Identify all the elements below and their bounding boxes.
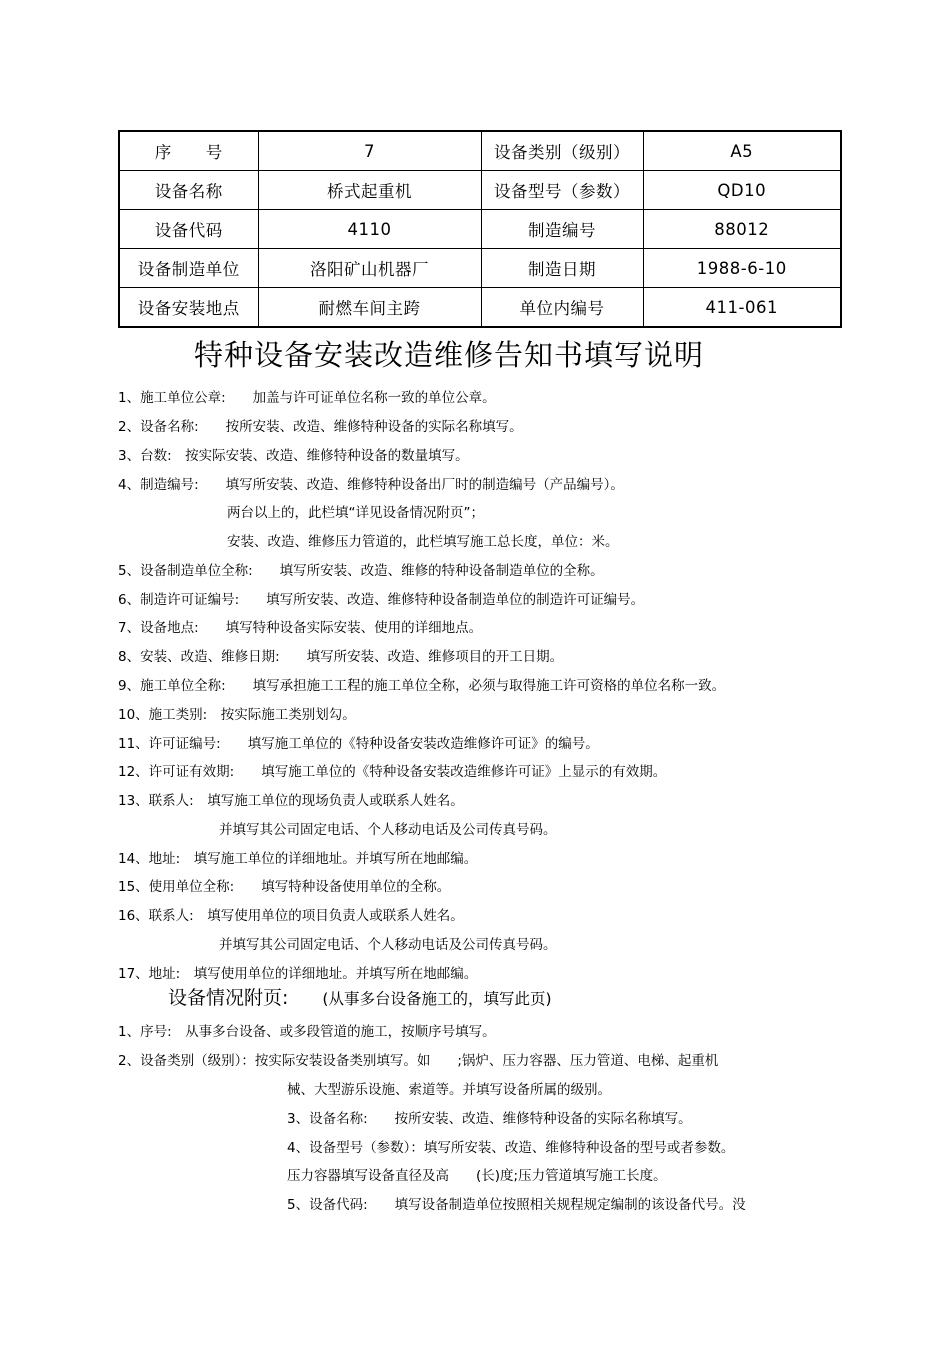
instruction-line: 6、制造许可证编号: 填写所安装、改造、维修特种设备制造单位的制造许可证编号。 (118, 592, 645, 608)
value-manufacturer: 洛阳矿山机器厂 (258, 249, 481, 288)
instruction-continuation: 并填写其公司固定电话、个人移动电话及公司传真号码。 (219, 822, 557, 838)
instruction-line: 4、制造编号: 填写所安装、改造、维修特种设备出厂时的制造编号（产品编号）。 (118, 477, 624, 493)
table-row (119, 131, 841, 171)
label-manufacture-number: 制造编号 (481, 210, 643, 249)
value-equipment-model: QD10 (643, 171, 841, 210)
instruction-continuation: 两台以上的，此栏填“详见设备情况附页”； (227, 505, 484, 521)
table-row (119, 249, 841, 288)
value-equipment-name: 桥式起重机 (258, 171, 481, 210)
value-internal-number: 411-061 (643, 288, 841, 328)
page-title: 特种设备安装改造维修告知书填写说明 (193, 338, 704, 372)
table-row (119, 210, 841, 249)
value-equipment-category: A5 (643, 131, 841, 171)
instruction-line: 11、许可证编号: 填写施工单位的《特种设备安装改造维修许可证》的编号。 (118, 736, 599, 752)
table-row (119, 288, 841, 328)
value-manufacture-date: 1988-6-10 (643, 249, 841, 288)
label-manufacturer: 设备制造单位 (119, 249, 258, 288)
instruction-line: 16、联系人: 填写使用单位的项目负责人或联系人姓名。 (118, 908, 464, 924)
instruction-line: 13、联系人: 填写施工单位的现场负责人或联系人姓名。 (118, 793, 464, 809)
instruction-line: 7、设备地点: 填写特种设备实际安装、使用的详细地点。 (118, 620, 483, 636)
instruction-line: 2、设备名称: 按所安装、改造、维修特种设备的实际名称填写。 (118, 419, 523, 435)
appendix-line: 械、大型游乐设施、索道等。并填写设备所属的级别。 (287, 1082, 611, 1098)
value-equipment-code: 4110 (258, 210, 481, 249)
instruction-line: 9、施工单位全称: 填写承担施工工程的施工单位全称，必须与取得施工许可资格的单位名称一致。 (118, 678, 726, 694)
instruction-continuation: 并填写其公司固定电话、个人移动电话及公司传真号码。 (219, 937, 557, 953)
label-manufacture-date: 制造日期 (481, 249, 643, 288)
instruction-line: 8、安装、改造、维修日期: 填写所安装、改造、维修项目的开工日期。 (118, 649, 564, 665)
label-install-location: 设备安装地点 (119, 288, 258, 328)
value-install-location: 耐燃车间主跨 (258, 288, 481, 328)
instruction-line: 15、使用单位全称: 填写特种设备使用单位的全称。 (118, 879, 451, 895)
appendix-line: 4、设备型号（参数）：填写所安装、改造、维修特种设备的型号或者参数。 (287, 1140, 735, 1156)
instruction-continuation: 安装、改造、维修压力管道的，此栏填写施工总长度，单位：米。 (227, 534, 619, 550)
label-equipment-name: 设备名称 (119, 171, 258, 210)
label-serial-number: 序 号 (119, 131, 258, 171)
instruction-line: 5、设备制造单位全称: 填写所安装、改造、维修的特种设备制造单位的全称。 (118, 563, 604, 579)
table-row (119, 171, 841, 210)
instruction-line: 12、许可证有效期: 填写施工单位的《特种设备安装改造维修许可证》上显示的有效期。 (118, 764, 667, 780)
label-equipment-model: 设备型号（参数） (481, 171, 643, 210)
appendix-heading (168, 983, 552, 1010)
appendix-line: 2、设备类别（级别）：按实际安装设备类别填写。如 ;锅炉、压力容器、压力管道、电梯、起重机 (118, 1053, 719, 1069)
instruction-line: 14、地址: 填写施工单位的详细地址。并填写所在地邮编。 (118, 851, 478, 867)
appendix-line: 5、设备代码: 填写设备制造单位按照相关规程规定编制的该设备代号。没 (287, 1197, 746, 1213)
value-serial-number: 7 (258, 131, 481, 171)
instruction-line: 10、施工类别: 按实际施工类别划勾。 (118, 707, 356, 723)
appendix-line: 3、设备名称: 按所安装、改造、维修特种设备的实际名称填写。 (287, 1111, 692, 1127)
label-equipment-category: 设备类别（级别） (481, 131, 643, 171)
label-equipment-code: 设备代码 (119, 210, 258, 249)
instruction-line: 3、台数: 按实际安装、改造、维修特种设备的数量填写。 (118, 448, 469, 464)
appendix-line: 1、序号: 从事多台设备、或多段管道的施工，按顺序号填写。 (118, 1024, 496, 1040)
appendix-note: (从事多台设备施工的，填写此页) (322, 990, 552, 1008)
appendix-line: 压力容器填写设备直径及高 (长)度;压力管道填写施工长度。 (287, 1168, 667, 1184)
value-manufacture-number: 88012 (643, 210, 841, 249)
label-internal-number: 单位内编号 (481, 288, 643, 328)
appendix-title: 设备情况附页: (168, 987, 289, 1009)
instruction-line: 1、施工单位公章: 加盖与许可证单位名称一致的单位公章。 (118, 390, 496, 406)
instruction-line: 17、地址: 填写使用单位的详细地址。并填写所在地邮编。 (118, 966, 478, 982)
equipment-info-table (118, 130, 842, 328)
